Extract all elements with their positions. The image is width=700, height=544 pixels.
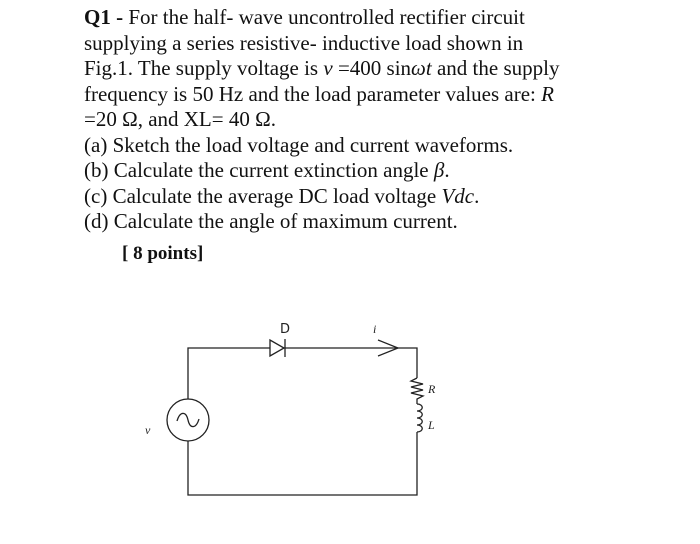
question-intro-3c: and the supply [431,56,560,80]
part-label: (d) [84,209,109,233]
voltage-symbol: v [323,56,333,80]
wire-top-right [291,348,417,378]
question-number: Q1 [84,5,111,29]
inductor-icon [417,404,422,432]
question-intro-5: =20 Ω, and XL= 40 Ω. [84,107,276,131]
current-label: i [373,322,377,336]
diode-icon [270,339,291,357]
part-text: Sketch the load voltage and current waveforms. [112,132,514,157]
part-text: Calculate the angle of maximum current. [113,209,458,233]
wire-top-left [188,348,270,399]
question-intro-1: For the half- wave uncontrolled rectifier circuit [128,5,525,29]
question-intro-3b: =400 sin [332,56,412,80]
source-label: v [145,423,151,437]
part-label: (a) [84,132,108,157]
diode-label: D [280,322,291,337]
part-label: (b) [84,158,109,182]
inductor-label: L [428,418,435,432]
omega-t-symbol: ωt [411,56,432,80]
vdc-symbol: Vdc [441,183,475,208]
question-intro-4a: frequency is 50 Hz and the load parameter values are: [84,81,542,106]
resistor-label: R [428,382,436,396]
part-suffix: . [474,183,480,208]
question-intro-3a: Fig.1. The supply voltage is [84,56,324,80]
wire-bottom [188,432,417,495]
part-label: (c) [84,183,108,208]
beta-symbol: β [433,158,445,182]
question-intro-2: supplying a series resistive- inductive load shown in [84,30,524,55]
part-text: Calculate the current extinction angle [113,158,434,182]
part-text: Calculate the average DC load voltage [112,183,442,208]
part-suffix: . [444,158,450,182]
question-separator: - [110,5,129,29]
r-symbol: R [541,81,554,106]
resistor-icon [411,378,423,404]
points-label: [ 8 points] [122,243,204,264]
ac-source-icon [167,399,209,441]
